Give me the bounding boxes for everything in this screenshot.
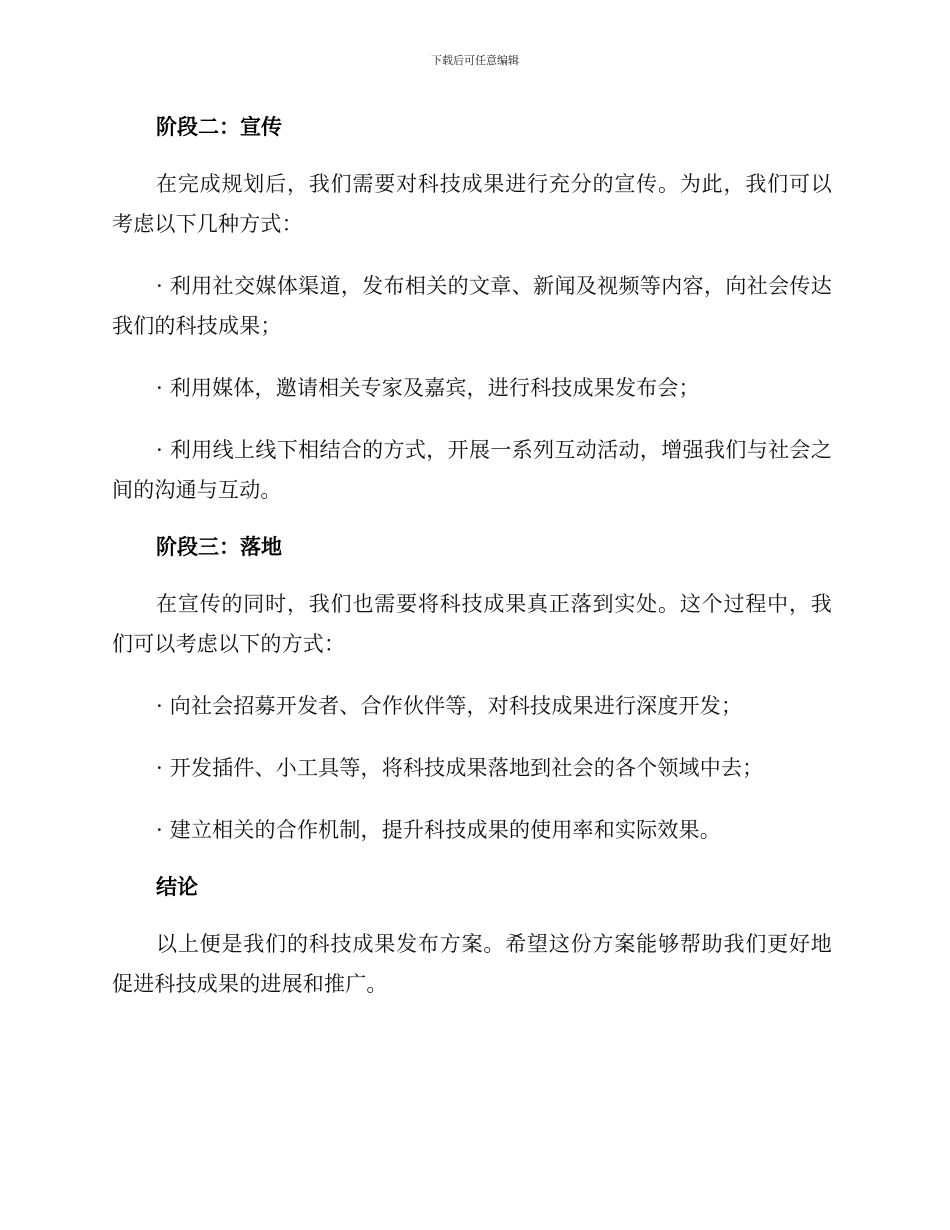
bullet-item: · 建立相关的合作机制，提升科技成果的使用率和实际效果。	[156, 818, 721, 842]
bullet-item: · 利用线上线下相结合的方式，开展一系列互动活动，增强我们与社会之间的沟通与互动。	[112, 438, 832, 502]
section-heading: 阶段二：宣传	[156, 115, 282, 139]
document-body	[112, 112, 832, 1026]
bullet-item: · 利用社交媒体渠道，发布相关的文章、新闻及视频等内容，向社会传达我们的科技成果；	[112, 274, 832, 338]
bullet-item: · 开发插件、小工具等，将科技成果落地到社会的各个领域中去；	[156, 756, 764, 780]
bullet-item: · 向社会招募开发者、合作伙伴等，对科技成果进行深度开发；	[156, 694, 743, 718]
bullet-item: · 利用媒体，邀请相关专家及嘉宾，进行科技成果发布会；	[156, 376, 700, 400]
page-header-note: 下载后可任意编辑	[431, 54, 519, 67]
section-heading: 阶段三：落地	[156, 535, 282, 559]
section-intro: 在宣传的同时，我们也需要将科技成果真正落到实处。这个过程中，我们可以考虑以下的方式：	[112, 592, 832, 656]
conclusion-paragraph: 以上便是我们的科技成果发布方案。希望这份方案能够帮助我们更好地促进科技成果的进展和推广。	[112, 932, 832, 996]
section-heading: 结论	[156, 875, 198, 899]
section-intro: 在完成规划后，我们需要对科技成果进行充分的宣传。为此，我们可以考虑以下几种方式：	[112, 172, 832, 236]
